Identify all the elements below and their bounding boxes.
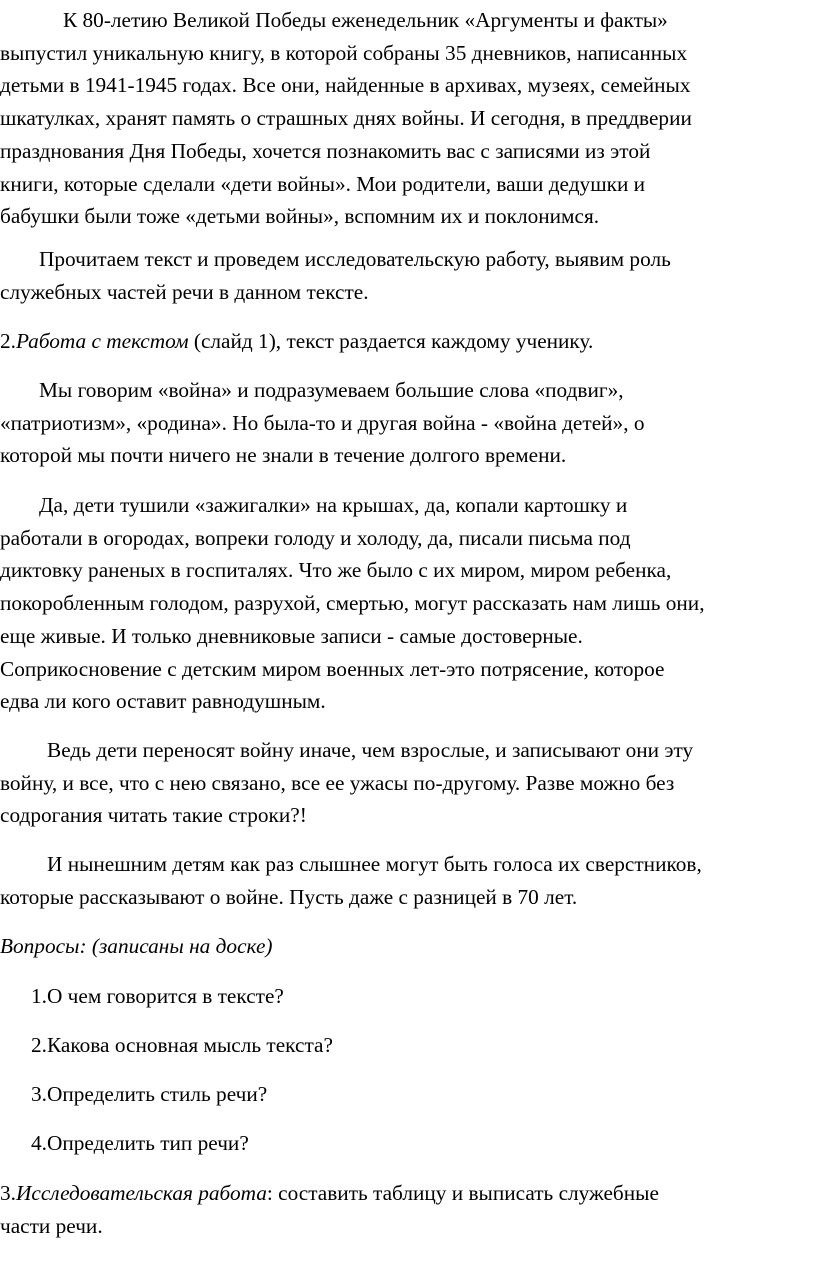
question-item: 2.Какова основная мысль текста?: [31, 1033, 333, 1057]
section-3-heading: [0, 1177, 812, 1242]
text-line: «патриотизм», «родина». Но была-то и другая война - «война детей», о: [0, 410, 645, 435]
text-line: Да, дети тушили «зажигалки» на крышах, да, копали картошку и: [39, 493, 628, 517]
section-3-rest: : составить таблицу и выписать служебные: [266, 1181, 659, 1205]
questions-list: [0, 1029, 812, 1062]
intro-line: празднования Дня Победы, хочется познакомить вас с записями из этой: [0, 138, 651, 163]
text-line: войну, и все, что с нею связано, все ее ужасы по-другому. Разве можно без: [0, 770, 675, 795]
questions-list: [0, 1127, 812, 1160]
section-2-rest: (слайд 1), текст раздается каждому ученику.: [188, 329, 594, 353]
task-line: служебных частей речи в данном тексте.: [0, 279, 369, 304]
intro-line: бабушки были тоже «детьми войны», вспомним их и поклонимся.: [0, 204, 600, 229]
section-3-title: Исследовательская работа: [15, 1181, 267, 1205]
task-paragraph: [0, 243, 812, 308]
text-paragraph-3: [0, 734, 812, 832]
task-line: Прочитаем текст и проведем исследовательскую работу, выявим роль: [39, 247, 671, 271]
section-2-title: Работа с текстом: [15, 329, 189, 353]
section-3-rest-line: части речи.: [0, 1213, 103, 1238]
text-line: которые рассказывают о войне. Пусть даже с разницей в 70 лет.: [0, 884, 578, 909]
section-2-number: 2.: [0, 329, 16, 353]
questions-list: [0, 980, 812, 1013]
intro-line: шкатулках, хранят память о страшных днях войны. И сегодня, в преддверии: [0, 106, 692, 131]
text-line: едва ли кого оставит равнодушным.: [0, 689, 326, 714]
intro-line: К 80-летию Великой Победы еженедельник «Аргументы и факты»: [63, 8, 668, 32]
text-paragraph-2: [0, 489, 812, 718]
question-item: 1.О чем говорится в тексте?: [31, 984, 284, 1008]
questions-list: [0, 1078, 812, 1111]
text-paragraph-4: [0, 848, 812, 913]
text-paragraph-1: [0, 374, 812, 472]
intro-line: книги, которые сделали «дети войны». Мои родители, ваши дедушки и: [0, 171, 646, 196]
text-line: содрогания читать такие строки?!: [0, 803, 307, 828]
text-line: диктовку раненых в госпиталях. Что же было с их миром, миром ребенка,: [0, 558, 672, 583]
text-line: еще живые. И только дневниковые записи - самые достоверные.: [0, 623, 583, 648]
text-line: которой мы почти ничего не знали в течение долгого времени.: [0, 443, 567, 468]
text-line: Ведь дети переносят войну иначе, чем взрослые, и записывают они эту: [47, 738, 694, 762]
text-line: Мы говорим «война» и подразумеваем большие слова «подвиг»,: [39, 378, 624, 402]
section-2-heading: [0, 325, 812, 358]
intro-paragraph: [0, 4, 812, 233]
intro-line: выпустил уникальную книгу, в которой собраны 35 дневников, написанных: [0, 40, 688, 65]
section-3-number: 3.: [0, 1181, 16, 1205]
text-line: работали в огородах, вопреки голоду и холоду, да, писали письма под: [0, 525, 631, 550]
text-line: Соприкосновение с детским миром военных лет-это потрясение, которое: [0, 656, 665, 681]
text-line: покоробленным голодом, разрухой, смертью, могут рассказать нам лишь они,: [0, 591, 705, 616]
question-item: 4.Определить тип речи?: [31, 1131, 249, 1155]
text-line: И нынешним детям как раз слышнее могут быть голоса их сверстников,: [47, 852, 702, 876]
intro-line: детьми в 1941-1945 годах. Все они, найденные в архивах, музеях, семейных: [0, 73, 691, 98]
questions-heading: Вопросы: (записаны на доске): [0, 934, 273, 958]
question-item: 3.Определить стиль речи?: [31, 1082, 268, 1106]
